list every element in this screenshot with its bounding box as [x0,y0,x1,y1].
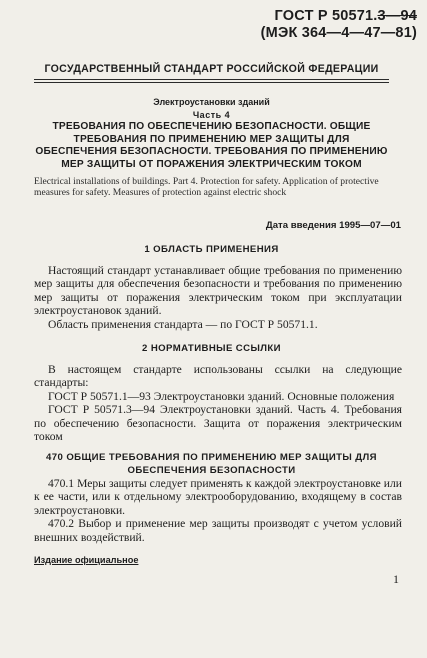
section-2-heading: 2 НОРМАТИВНЫЕ ССЫЛКИ [142,343,281,354]
section-470-paragraph-1: 470.1 Меры защиты следует применять к каждой электроустановке или к ее части, или к отдельному электрооборудованию, входящему в состав электроустановки. [34,477,402,517]
section-1-paragraph-2: Область применения стандарта — по ГОСТ Р 50571.1. [48,317,318,331]
section-470-paragraph-2: 470.2 Выбор и применение мер защиты производят с учетом условий внешних воздействий. [34,517,402,544]
section-1-paragraph-1: Настоящий стандарт устанавливает общие требования по применению мер защиты для обеспечения безопасности и требования по применению мер защиты от поражения электрическим током при эксплуатации электроустановок зданий. [34,264,402,318]
main-title: ТРЕБОВАНИЯ ПО ОБЕСПЕЧЕНИЮ БЕЗОПАСНОСТИ. ОБЩИЕ ТРЕБОВАНИЯ ПО ПРИМЕНЕНИЮ МЕР ЗАЩИТЫ ДЛЯ ОБЕСПЕЧЕНИЯ БЕЗОПАСНОСТИ. ТРЕБОВАНИЯ ПО ПРИМЕНЕНИЮ МЕР ЗАЩИТЫ ОТ ПОРАЖЕНИЯ ЭЛЕКТРИЧЕСКИМ ТОКОМ [35,121,388,170]
section-2-paragraph-2: ГОСТ Р 50571.1—93 Электроустановки зданий. Основные положения [48,389,395,403]
banner-rule-bottom [34,82,389,83]
effective-date: Дата введения 1995—07—01 [265,220,401,231]
part-title: Часть 4 [192,110,231,120]
section-470-heading: 470 ОБЩИЕ ТРЕБОВАНИЯ ПО ПРИМЕНЕНИЮ МЕР ЗАЩИТЫ ДЛЯ ОБЕСПЕЧЕНИЯ БЕЗОПАСНОСТИ [46,452,377,476]
section-470-body [34,477,402,544]
official-edition-note: Издание официальное [34,555,139,565]
subject-title: Электроустановки зданий [153,97,270,107]
gost-prefix: ГОСТ Р 50571. [274,8,378,24]
english-title: Electrical installations of buildings. Part 4. Protection for safety. Application of protective measures for safety. Measures of protection against electric shock [34,176,379,198]
section-1-body [34,264,402,331]
section-2-body [34,363,402,443]
section-2-paragraph-3: ГОСТ Р 50571.3—94 Электроустановки зданий. Часть 4. Требования по обеспечению безопасности. Защита от поражения электрическим током [34,403,402,444]
section-1-heading: 1 ОБЛАСТЬ ПРИМЕНЕНИЯ [144,244,279,255]
banner-rule-top [34,79,389,80]
gost-number-line [167,8,417,25]
gost-old-number: 3—94 [377,8,417,24]
standard-banner: ГОСУДАРСТВЕННЫЙ СТАНДАРТ РОССИЙСКОЙ ФЕДЕРАЦИИ [44,63,379,75]
section-2-paragraph-1: В настоящем стандарте использованы ссылки на следующие стандарты: [34,363,402,390]
gost-designation [167,8,417,42]
page-number: 1 [393,572,399,586]
iec-number: (МЭК 364—4—47—81) [260,25,417,41]
